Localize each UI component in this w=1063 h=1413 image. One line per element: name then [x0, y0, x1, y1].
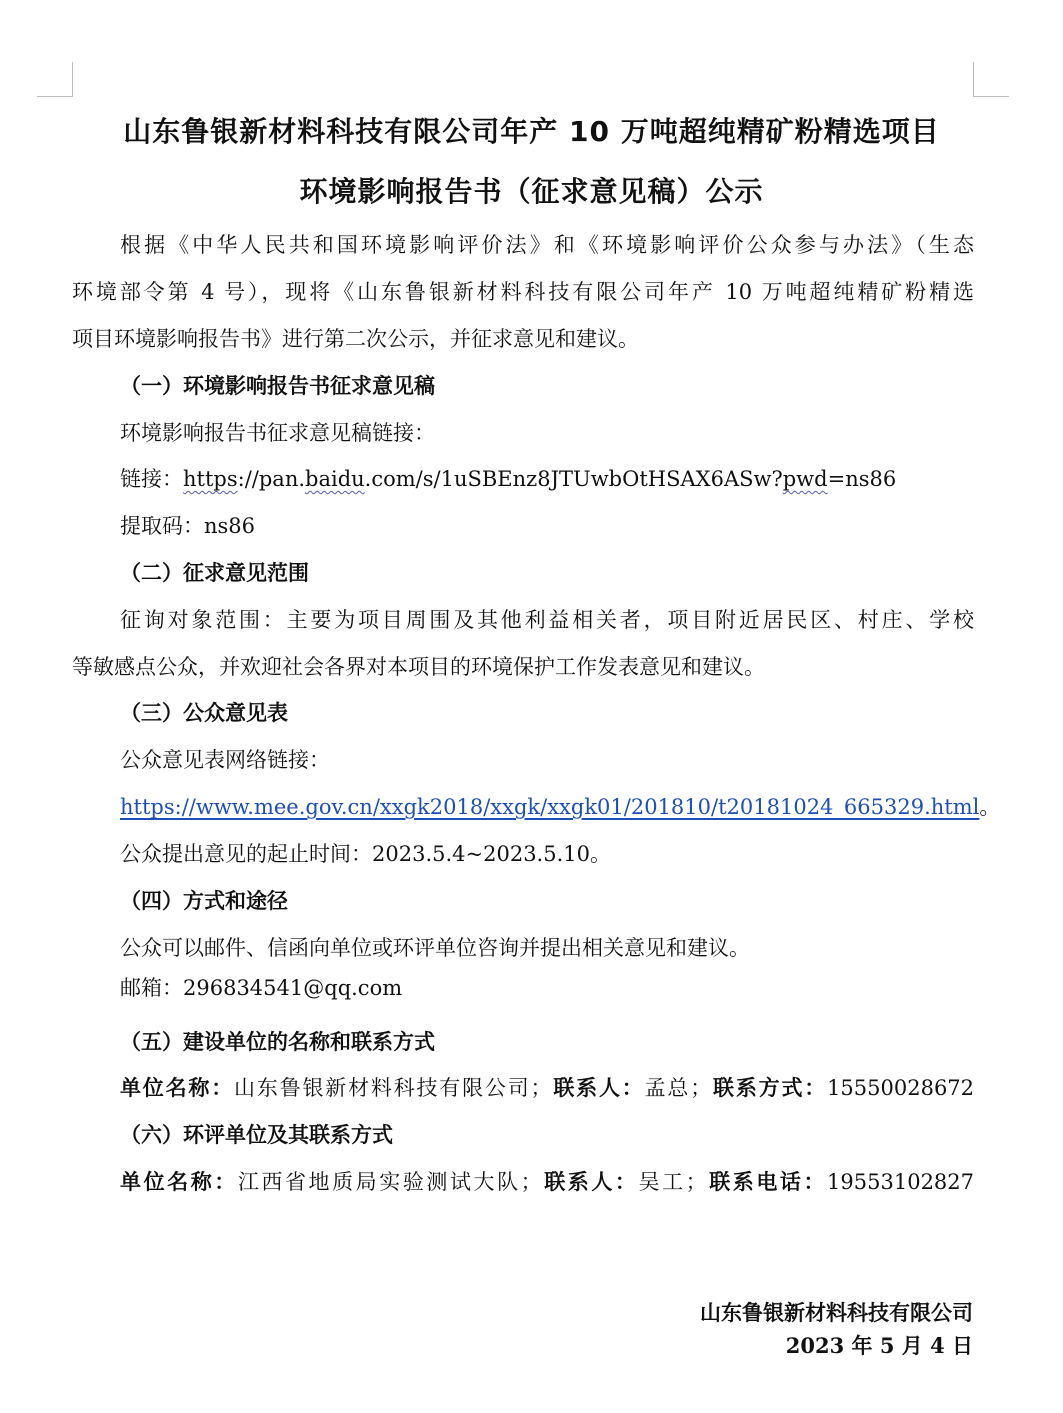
- corner-mark-top-right: [973, 62, 974, 97]
- contact-label: 联系人：: [551, 1075, 645, 1100]
- section6-heading: （六）环评单位及其联系方式: [120, 1122, 393, 1147]
- unit-label: 单位名称：: [120, 1075, 235, 1100]
- corner-mark-top-left: [37, 96, 72, 97]
- unit-label: 单位名称：: [120, 1169, 238, 1194]
- section3-url-line: [120, 792, 1000, 822]
- intro-line3: 项目环境影响报告书》进行第二次公示，并征求意见和建议。: [72, 327, 639, 351]
- section2-heading: （二）征求意见范围: [120, 560, 309, 585]
- corner-mark-top-left: [72, 62, 73, 97]
- signature-date: 2023 年 5 月 4 日: [785, 1333, 973, 1358]
- link-label: 链接：: [120, 467, 183, 491]
- section3-period: 公众提出意见的起止时间：2023.5.4~2023.5.10。: [120, 842, 611, 866]
- section1-heading: （一）环境影响报告书征求意见稿: [120, 373, 435, 398]
- unit-name: 江西省地质局实验测试大队；: [237, 1170, 542, 1194]
- section1-link-intro: 环境影响报告书征求意见稿链接：: [120, 421, 435, 445]
- section1-code: 提取码：ns86: [120, 514, 256, 538]
- document-title-line2: 环境影响报告书（征求意见稿）公示: [299, 175, 764, 208]
- section5-contact-line: [120, 1073, 974, 1103]
- section6-contact-line: [120, 1167, 974, 1197]
- contact-label: 联系人：: [541, 1169, 639, 1194]
- phone-label: 联系方式：: [711, 1075, 828, 1100]
- link-part: baidu: [305, 467, 365, 491]
- link-part: https: [183, 467, 238, 491]
- link-part: ://pan.: [237, 467, 306, 491]
- section4-email-line: [120, 973, 402, 1003]
- link-part: pwd: [782, 467, 828, 491]
- email-label: 邮箱：: [120, 976, 183, 1000]
- phone-label: 联系电话：: [706, 1169, 828, 1194]
- section4-line1: 公众可以邮件、信函向单位或环评单位咨询并提出相关意见和建议。: [120, 936, 750, 960]
- intro-line1: 根据《中华人民共和国环境影响评价法》和《环境影响评价公众参与办法》（生态: [120, 233, 974, 257]
- email-link[interactable]: 296834541@qq.com: [183, 976, 403, 1000]
- section2-line2: 等敏感点公众，并欢迎社会各界对本项目的环境保护工作发表意见和建议。: [72, 655, 765, 679]
- url-suffix: 。: [979, 795, 1001, 819]
- document-title-line1: 山东鲁银新材料科技有限公司年产 10 万吨超纯精矿粉精选项目: [123, 115, 940, 148]
- intro-line2: 环境部令第 4 号），现将《山东鲁银新材料科技有限公司年产 10 万吨超纯精矿粉精选: [72, 280, 974, 304]
- section5-heading: （五）建设单位的名称和联系方式: [120, 1029, 435, 1054]
- contact-name: 吴工；: [638, 1170, 707, 1194]
- phone-number: 15550028672: [827, 1076, 975, 1100]
- phone-number: 19553102827: [827, 1170, 975, 1194]
- corner-mark-top-right: [973, 96, 1009, 97]
- public-opinion-form-link[interactable]: https://www.mee.gov.cn/xxgk2018/xxgk/xxgk01/201810/t20181024_665329.html: [120, 795, 980, 819]
- section1-link-line: [120, 464, 896, 494]
- contact-name: 孟总；: [644, 1076, 712, 1100]
- section2-line1: 征询对象范围：主要为项目周围及其他利益相关者，项目附近居民区、村庄、学校: [120, 608, 974, 632]
- signature-company: 山东鲁银新材料科技有限公司: [700, 1300, 973, 1325]
- section4-heading: （四）方式和途径: [120, 888, 288, 913]
- section3-link-intro: 公众意见表网络链接：: [120, 748, 330, 772]
- link-part: .com/s/1uSBEnz8JTUwbOtHSAX6ASw?: [364, 467, 783, 491]
- baidu-pan-link[interactable]: [183, 467, 896, 491]
- link-part: =ns86: [827, 467, 897, 491]
- section3-heading: （三）公众意见表: [120, 700, 288, 725]
- unit-name: 山东鲁银新材料科技有限公司；: [234, 1076, 552, 1100]
